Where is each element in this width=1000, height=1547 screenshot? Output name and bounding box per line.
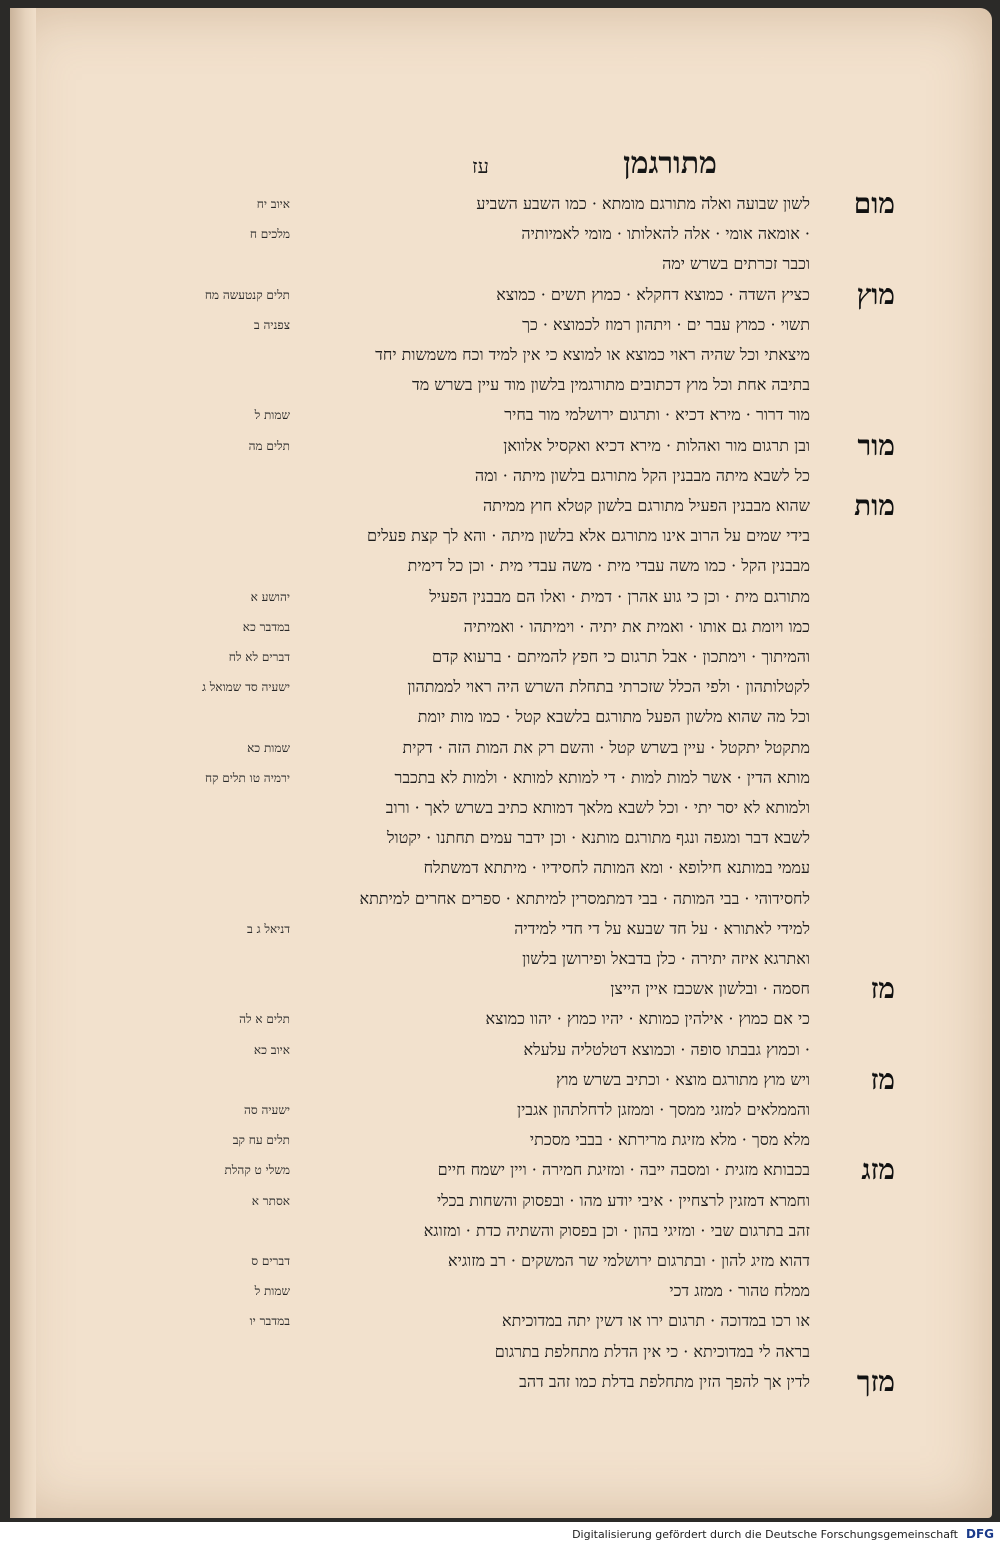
text-line: מלא מסך · מלא מזיגת מרירתא · בבבי מסכתי	[529, 1130, 810, 1150]
margin-reference: יהושע א	[250, 589, 290, 604]
text-line: מתקטל יתקטל · עיין בשרש קטל · והשם רק את המות הזה · דקית	[402, 737, 810, 757]
entry-headword: מום	[853, 187, 895, 220]
text-line: · וכמוץ גבבתו סופה · וכמוצא דטלטליה עלעלא	[523, 1039, 810, 1059]
text-line: כל לשבא מיתה מבבנין הקל מתורגם בלשון מיתה · ומה	[474, 465, 810, 485]
text-line: בידי שמים על הרוב אינו מתורגם אלא בלשון מיתה · והא לך קצת פעלים	[366, 526, 810, 546]
margin-reference: במדבר כא	[242, 619, 290, 634]
text-line: כמו ויומת גם אותו · ואמית את יתיה · וימיתהו · ואמיתיה	[463, 616, 810, 636]
margin-reference: ישעיה סד שמואל ג	[202, 680, 290, 695]
text-line: ואתרגא איזה יתירה · כלן בדבאל ופירושן בלשון	[522, 949, 810, 968]
margin-reference: במדבר יו	[249, 1314, 290, 1329]
entry-headword: מז	[870, 972, 895, 1006]
entry-headword: מור	[857, 428, 895, 462]
book-page	[10, 8, 992, 1518]
text-line: ויש מוץ מתורגם מוצא · וכתיב בשרש מוץ	[556, 1069, 810, 1089]
entry-headword: מזך	[856, 1364, 895, 1398]
text-line: או רכו במדוכה · תרגום ירו או דשין יתה במדוכיתא	[502, 1311, 810, 1331]
margin-reference: שמות ל	[254, 408, 290, 423]
text-line: מור דרור · מירא דכיא · ותרגום ירושלמי מור בחיר	[504, 405, 810, 425]
footer-bar	[0, 1522, 1000, 1547]
page-spine-shadow	[10, 8, 36, 1518]
text-line: וכבר זכרתים בשרש ימה	[662, 254, 810, 274]
text-line: ובן תרגום מור ואהלות · מירא דכיא ואקסיל אלוואן	[503, 435, 810, 455]
margin-reference: תלים קנטעשה מח	[204, 287, 290, 302]
text-line: וכל מה שהוא מלשון הפעל מתורגם בלשבא קטל · כמו מות יומת	[417, 707, 810, 727]
text-line: לקטלותהון · ולפי הכלל שזכרתי בתחלת השרש היה ראוי לממתהון	[407, 677, 810, 697]
text-line: חסמה · ובלשון אשכבז איין הייצן	[610, 979, 810, 999]
text-line: שהוא מבבנין הפעיל מתורגם בלשון קטלא חוץ ממיתה	[482, 496, 810, 515]
page-title: מתורגמן	[623, 146, 717, 181]
text-line: מבבנין הקל · כמו משה עבדי מית · משה עבדי מית · וכן כל דימית	[407, 556, 810, 576]
text-line: בתיבה אחת וכל מוץ דכתובים מתורגמין בלשון מוד עיין בשרש מד	[412, 375, 810, 395]
margin-reference: מלכים ח	[249, 227, 290, 242]
margin-reference: איוב יח	[256, 197, 290, 211]
text-line: בכבותא מזגית · ומסבה ייבה · ומזיגת חמירה · ויין ישמח חיים	[437, 1160, 810, 1180]
text-line: כציץ השדה · כמוצא דחקלא · כמוץ תשים · כמוצא	[496, 284, 810, 304]
page-number: עז	[472, 154, 489, 178]
margin-reference: צפניה ב	[253, 317, 290, 332]
text-line: מיצאתי וכל שהיה ראוי כמוצא או למוצא כי אין למיד וכח משמשות יחד	[375, 345, 810, 364]
margin-reference: איוב כא	[253, 1042, 290, 1057]
text-line: ולמותא לא יסר יתי · וכל לשבא מלאך דמותא כתיב בשרש לאך · ורוב	[385, 798, 810, 817]
margin-reference: שמות ל	[254, 1284, 290, 1299]
margin-reference: תלים מה	[248, 438, 290, 453]
entry-headword: מזג	[861, 1153, 895, 1187]
text-line: לשבא דבר ומגפה ונגף מתורגם מותנא · וכן ידבר עמים תחתנו · יקטול	[387, 828, 810, 848]
margin-reference: ישעיה סה	[243, 1103, 290, 1117]
text-line: תשוי · כמוץ עבר ים · ויתהון רמוז לכמוצא · כך	[522, 314, 810, 334]
text-line: למידי לאתורא · על חד שבעא על די חדי למידיה	[514, 918, 810, 938]
margin-reference: דברים לא לח	[228, 650, 290, 664]
entry-headword: מוץ	[856, 277, 895, 311]
entry-headword: מז	[870, 1062, 895, 1096]
entry-headword: מות	[854, 489, 895, 522]
text-line: כי אם כמוץ · אילהין כמותא · יהיו כמוץ · יהוו כמוצא	[485, 1009, 810, 1029]
margin-reference: דניאל ג ב	[246, 921, 290, 936]
footer-credit: Digitalisierung gefördert durch die Deutsche Forschungsgemeinschaft	[572, 1528, 958, 1541]
margin-reference: תלים א לה	[239, 1012, 290, 1027]
margin-reference: משלי ט קהלת	[224, 1163, 290, 1178]
text-line: והמיתוך · וימתכון · אבל תרגום כי חפץ להמיתם · ברעוא קדם	[431, 647, 810, 666]
dfg-logo: DFG	[965, 1527, 994, 1541]
text-line: מותא הדין · אשר למות למות · די למותא למותא · ולמות לא בתכבר	[394, 767, 810, 787]
text-line: מתורגם מית · וכן כי גוע אהרן · דמית · ואלו הם מבבנין הפעיל	[429, 586, 810, 606]
text-line: עממי במותנא חילופא · ומא המותה לחסידיו · מיתתא דמשתלח	[423, 858, 810, 878]
text-line: בראה לי במדוכיתא · כי אין הדלת מתחלפת בתרגום	[494, 1341, 810, 1361]
margin-reference: אסתר א	[251, 1193, 290, 1208]
text-line: לשון שבועה ואלה מתורגם מומתא · כמו השבע השביע	[476, 194, 810, 213]
text-line: · אומאה אומי · אלה להאלותו · מומי לאמיותיה	[521, 224, 810, 244]
margin-reference: תלים עח קב	[232, 1133, 290, 1148]
text-line: והממלאים למזגי ממסך · וממזגן לדחלתהון אגבין	[517, 1100, 810, 1119]
margin-reference: שמות כא	[247, 740, 290, 755]
text-line: וחמרא דמזגין לרצחיין · איבי יודע מהו · ובפסוק והשחות בכלי	[436, 1190, 810, 1210]
text-line: זהב בתרגום שבי · ומזיגי בהון · וכן בפסוק והשתיה כדת · ומזוגא	[423, 1220, 810, 1240]
text-line: לחסידוהי · בבי המותה · בבי דמתמסרין למיתתא · ספרים אחרים למיתתא	[359, 888, 810, 908]
text-line: דהוא מזיג להון · ובתרגום ירושלמי שר המשקים · רב מזוגיא	[448, 1251, 810, 1270]
margin-reference: דברים ס	[251, 1254, 290, 1268]
text-line: לדין אך להפך הזין מתחלפת בדלת כמו זהב דהב	[519, 1371, 810, 1391]
margin-reference: ירמיה טו תלים קח	[204, 770, 290, 785]
text-line: ממלח טהור · ממזג דכי	[669, 1281, 810, 1301]
